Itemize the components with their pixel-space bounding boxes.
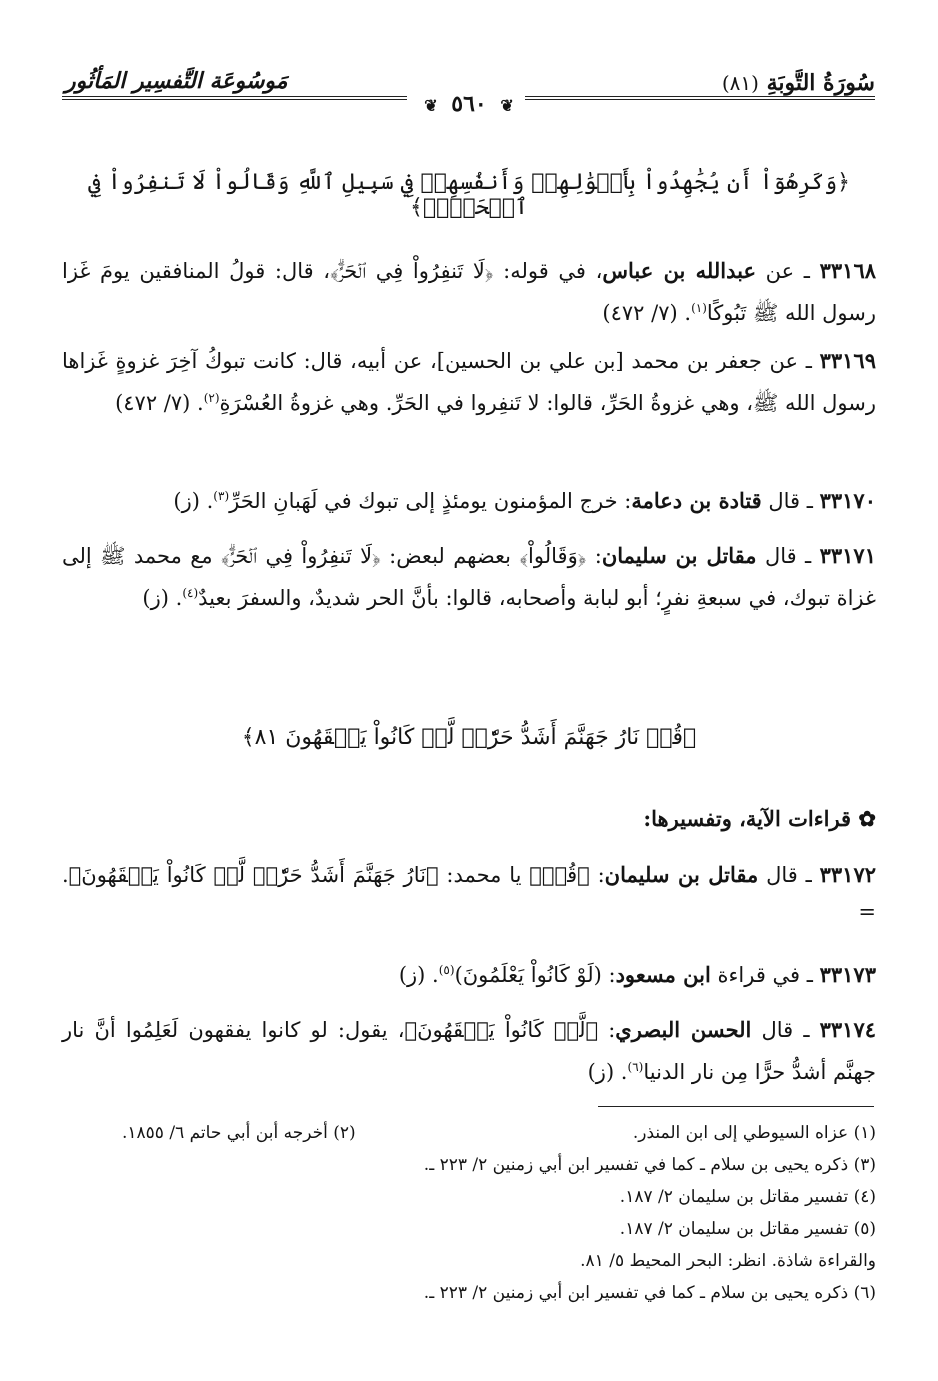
narrator-name: مقاتل بن سليمان [601, 543, 757, 568]
footnote-ref[interactable]: (٢) [203, 391, 220, 405]
ayah-number: (٨١) [721, 71, 759, 95]
narrator-name: قتادة بن دعامة [631, 488, 762, 513]
footnote-6: (٦) ذكره يحيى بن سلام ـ كما في تفسير ابن أبي زمنين ٢/ ٢٢٣ ـ. [423, 1283, 876, 1303]
narration-33173 [62, 952, 876, 994]
narration-33170 [62, 478, 876, 520]
page-number-row [0, 91, 938, 117]
narration-number: ٣٣١٧٠ [819, 488, 876, 513]
footnote-ref[interactable]: (٥) [438, 963, 455, 977]
narration-text: : خرج المؤمنون يومئذٍ إلى تبوك في لَهَبانِ الحَرِّ [229, 489, 632, 513]
source-ref: . (ز) [398, 963, 439, 987]
narration-33174 [62, 1011, 876, 1091]
footnote-1: (١) عزاه السيوطي إلى ابن المنذر. [632, 1123, 876, 1143]
narrator-name: الحسن البصري [615, 1017, 752, 1042]
surah-name: سُورَةُ التَّوبَةِ [766, 70, 875, 96]
narration-number: ٣٣١٦٩ [819, 348, 876, 373]
section-heading: ✿ قراءات الآية، وتفسيرها: [643, 806, 876, 831]
footnote-row [62, 1120, 876, 1146]
ornament-icon: ❦ [424, 96, 438, 115]
page-number: ٥٦٠ [451, 91, 487, 117]
footnote-3: (٣) ذكره يحيى بن سلام ـ كما في تفسير ابن أبي زمنين ٢/ ٢٢٣ ـ. [423, 1155, 876, 1175]
narration-number: ٣٣١٧١ [819, 543, 876, 568]
narration-number: ٣٣١٦٨ [819, 258, 877, 283]
narrator-name: ابن مسعود [615, 962, 711, 987]
narration-33168 [62, 252, 876, 332]
narration-text: ـ عن [756, 259, 820, 283]
footnote-divider [598, 1106, 874, 1107]
narration-number: ٣٣١٧٢ [819, 862, 877, 887]
source-ref: . (ز) [142, 586, 183, 610]
narration-text: ـ قال [751, 1018, 820, 1042]
narration-text: : (لَوْ كَانُواْ يَعْلَمُونَ) [454, 963, 616, 987]
narration-text: ـ قال [756, 544, 820, 568]
footnote-5: (٥) تفسير مقاتل بن سليمان ٢/ ١٨٧. [619, 1219, 876, 1239]
narration-text: ـ في قراءة [710, 963, 820, 987]
narration-number: ٣٣١٧٣ [819, 962, 876, 987]
footnote-2: (٢) أخرجه أبن أبي حاتم ٦/ ١٨٥٥. [122, 1123, 356, 1143]
narration-33169 [62, 342, 876, 422]
source-ref: . (٧/ ٤٧٢) [602, 301, 692, 325]
source-ref: . (ز) [587, 1060, 628, 1084]
ornament-icon: ❦ [500, 96, 514, 115]
source-ref: . (ز) [173, 489, 214, 513]
narration-number: ٣٣١٧٤ [819, 1017, 877, 1042]
narration-33172 [62, 856, 876, 931]
book-title: مَوسُوعَة التَّفسِير المَأثُور [65, 68, 288, 94]
footnote-ref[interactable]: (٦) [627, 1060, 644, 1074]
footnote-5-note: والقراءة شاذة. انظر: البحر المحيط ٥/ ٨١. [580, 1251, 876, 1271]
narration-text: ـ عن جعفر بن محمد [بن علي بن الحسين]، عن أبيه، قال: كانت تبوكُ آخِرَ غزوةٍ غَزاها رسول الله ﷺ، وهي غزوةُ الحَرِّ، قالوا: لا تَنفِروا في الحَرِّ. وهي غزوةُ العُسْرَةِ [62, 349, 876, 415]
quran-verse: ﴿قُلۡ نَارُ جَهَنَّمَ أَشَدُّ حَرّٗاۚ لَّوۡ كَانُواْ يَفۡقَهُونَ ٨١﴾ [241, 725, 697, 750]
footnote-ref[interactable]: (٤) [182, 586, 199, 600]
quran-verse: ﴿وَكَرِهُوٓاْ أَن يُجَٰهِدُواْ بِأَمۡوَٰلِهِمۡ وَأَنفُسِهِمۡ فِي سَبِيلِ ٱللَّهِ وَقَالُواْ لَا تَنفِرُواْ فِي ٱلۡحَرِّۗ﴾ [88, 170, 850, 220]
narration-text: : ﴿وَقَالُواْ﴾ بعضهم لبعض: ﴿لَا تَنفِرُواْ فِي ٱلۡحَرِّۗ﴾ مع محمد ﷺ إلى غزاة تبوك، في سبعةِ نفرٍ؛ أبو لبابة وأصحابه، قالوا: بأنَّ الحر شديدٌ، والسفرَ بعيدٌ [62, 544, 876, 610]
narration-text: : ﴿قُلۡ﴾ يا محمد: ﴿نَارُ جَهَنَّمَ أَشَدُّ حَرّٗاۚ لَّوۡ كَانُواْ يَفۡقَهُونَ﴾. = [62, 863, 876, 924]
footnote-ref[interactable]: (١) [691, 301, 707, 315]
narrator-name: مقاتل بن سليمان [604, 862, 759, 887]
narration-text: : ﴿لَّوۡ كَانُواْ يَفۡقَهُونَ﴾، يقول: لو كانوا يفقهون لَعَلِمُوا أنَّ نار جهنَّم أشدُّ حرًّا مِن نار الدنيا [62, 1018, 876, 1084]
footnotes [62, 1120, 876, 1306]
narration-text: ، في قوله: ﴿لَا تَنفِرُواْ فِي ٱلۡحَرِّۗ﴾، قال: قولُ المنافقين يومَ غَزا رسول الله ﷺ تَبُوكًا [62, 259, 876, 325]
source-ref: . (٧/ ٤٧٢) [115, 391, 204, 415]
narration-text: ـ قال [758, 863, 820, 887]
narration-33171 [62, 537, 876, 617]
narrator-name: عبدالله بن عباس [602, 258, 757, 283]
narration-text: ـ قال [761, 489, 820, 513]
footnote-ref[interactable]: (٣) [213, 489, 230, 503]
footnote-4: (٤) تفسير مقاتل بن سليمان ٢/ ١٨٧. [619, 1187, 876, 1207]
